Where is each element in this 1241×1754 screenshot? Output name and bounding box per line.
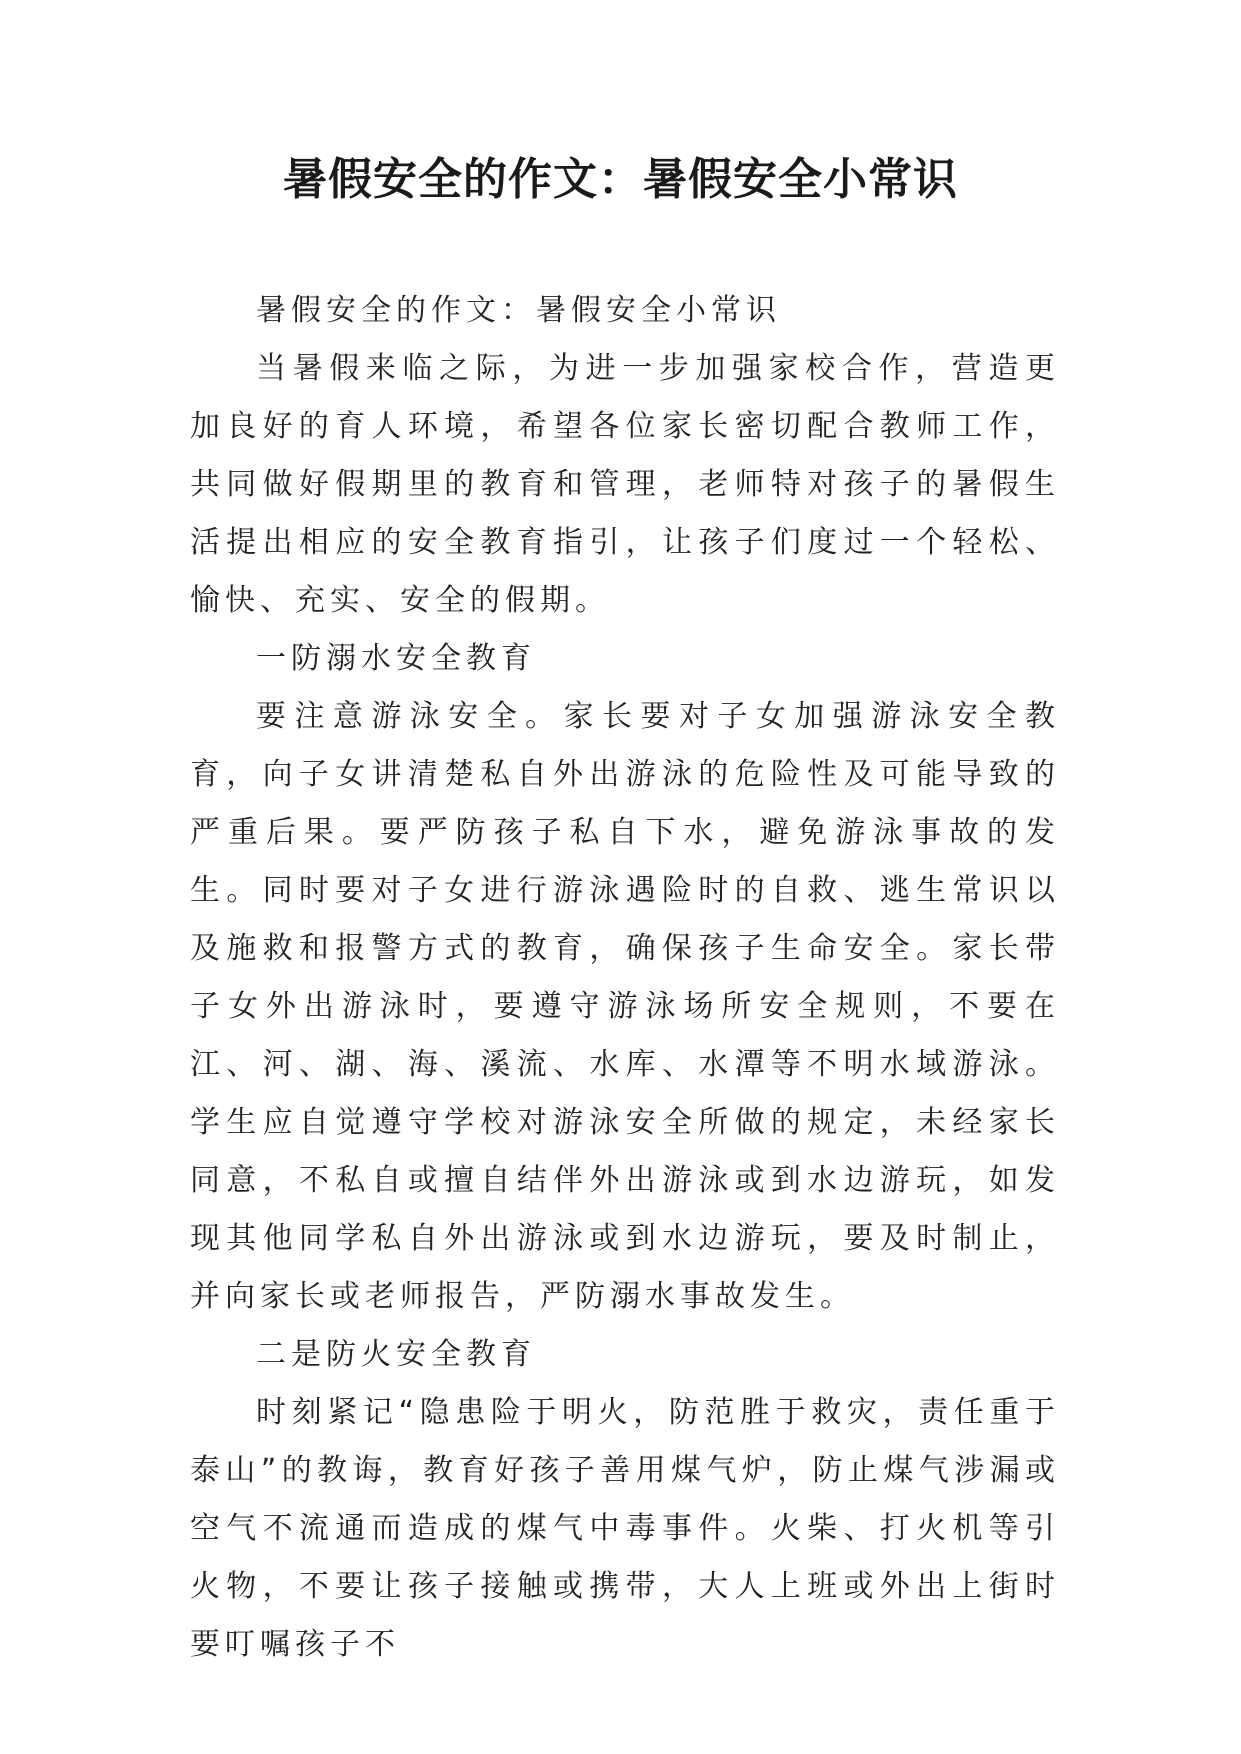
drowning-paragraph: 要注意游泳安全。家长要对子女加强游泳安全教育，向子女讲清楚私自外出游泳的危险性及可能导致的严重后果。要严防孩子私自下水，避免游泳事故的发生。同时要对子女进行游泳遇险时的自救、逃生常识以及施救和报警方式的教育，确保孩子生命安全。家长带子女外出游泳时，要遵守游泳场所安全规则，不要在江、河、湖、海、溪流、水库、水潭等不明水域游泳。学生应自觉遵守学校对游泳安全所做的规定，未经家长同意，不私自或擅自结伴外出游泳或到水边游玩，如发现其他同学私自外出游泳或到水边游玩，要及时制止，并向家长或老师报告，严防溺水事故发生。 — [190, 699, 1060, 1314]
intro-paragraph: 当暑假来临之际，为进一步加强家校合作，营造更加良好的育人环境，希望各位家长密切配合教师工作，共同做好假期里的教育和管理，老师特对孩子的暑假生活提出相应的安全教育指引，让孩子们度过一个轻松、愉快、充实、安全的假期。 — [190, 351, 1060, 618]
section-heading-drowning: 一防溺水安全教育 — [256, 641, 536, 676]
document-title: 暑假安全的作文：暑假安全小常识 — [283, 154, 958, 205]
document-body — [190, 282, 1060, 1674]
section-heading-fire: 二是防火安全教育 — [256, 1337, 536, 1372]
fire-paragraph: 时刻紧记“隐患险于明火，防范胜于救灾，责任重于泰山”的教诲，教育好孩子善用煤气炉，防止煤气涉漏或空气不流通而造成的煤气中毒事件。火柴、打火机等引火物，不要让孩子接触或携带，大人上班或外出上街时要叮嘱孩子不 — [190, 1395, 1060, 1662]
intro-heading-paragraph: 暑假安全的作文：暑假安全小常识 — [256, 293, 781, 328]
